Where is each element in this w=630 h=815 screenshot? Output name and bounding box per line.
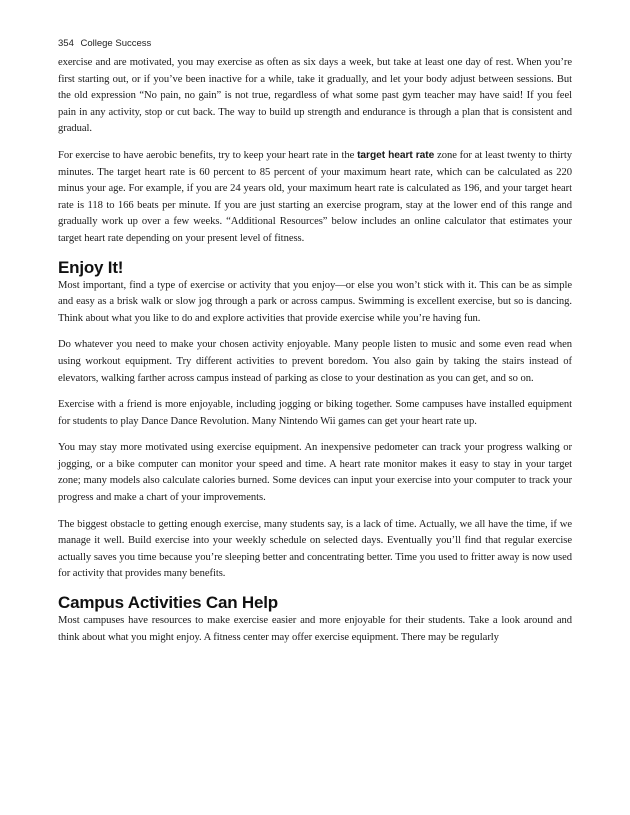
page-number: 354 [58,38,74,49]
paragraph-exercise-equipment: You may stay more motivated using exercise equipment. An inexpensive pedometer can track your progress walking or jogging, or a bike computer can monitor your speed and time. A heart rate monitor makes it easy to stay in your target zone; many models also calculate calories burned. Some devices can input your exercise into your computer to track your progress and make a chart of your improvements. [58,442,572,504]
paragraph-campus-resources: Most campuses have resources to make exercise easier and more enjoyable for their students. Take a look around and think about what you might enjoy. A fitness center may offer exercise equipment. There may be regularly [58,615,572,643]
paragraph-make-activity-enjoyable: Do whatever you need to make your chosen activity enjoyable. Many people listen to music and some even read when using workout equipment. Try different activities to prevent boredom. You also gain by taking the stairs instead of elevators, walking farther across campus instead of parking as close to your destination as you can get, and so on. [58,339,572,384]
section-heading-campus-activities: Campus Activities Can Help [58,593,278,613]
paragraph-find-enjoyable-exercise: Most important, find a type of exercise or activity that you enjoy—or else you won’t stick with it. This can be as simple and easy as a brisk walk or slow jog through a park or across campus. Swimming is excellent exercise, but so is dancing. Think about what you like to do and explore activities that provide exercise while you’re having fun. [58,279,572,324]
running-header [58,38,572,50]
key-term-target-heart-rate: target heart rate [357,149,435,161]
section-heading-enjoy-it: Enjoy It! [58,257,124,277]
paragraph-exercise-frequency: exercise and are motivated, you may exercise as often as six days a week, but take at least one day of rest. When you’re first starting out, or if you’ve been inactive for a while, take it gradually, and let your body adjust between sessions. But the old expression “No pain, no gain” is not true, regardless of what some past gym teacher may have said! If you feel pain in any activity, stop or cut back. The way to build up strength and endurance is through a plan that is consistent and gradual. [58,57,572,135]
paragraph-target-heart-rate [58,148,572,248]
paragraph-exercise-with-friend: Exercise with a friend is more enjoyable, including jogging or biking together. Some campuses have installed equipment for students to play Dance Dance Revolution. Many Nintendo Wii games can get your heart rate up. [58,399,572,427]
paragraph-text: zone for at least twenty to thirty minutes. The target heart rate is 60 percent to 85 percent of your maximum heart rate, which can be calculated as 220 minus your age. For example, if you are 24 years old, your maximum heart rate is calculated as 196, and your target heart rate is 118 to 166 beats per minute. If you are just starting an exercise program, stay at the lower end of this range and gradually work up over a few weeks. “Additional Resources” below includes an online calculator that estimates your target heart rate depending on your present level of fitness. [58,149,572,244]
book-title: College Success [80,38,152,49]
paragraph-lack-of-time: The biggest obstacle to getting enough exercise, many students say, is a lack of time. Actually, we all have the time, if we manage it well. Build exercise into your weekly schedule on selected days. Eventually you’ll find that regular exercise actually saves you time because you’re sleeping better and concentrating better. Time you used to fritter away is now used for activity that provides many benefits. [58,518,572,580]
paragraph-text: For exercise to have aerobic benefits, try to keep your heart rate in the [58,149,358,161]
